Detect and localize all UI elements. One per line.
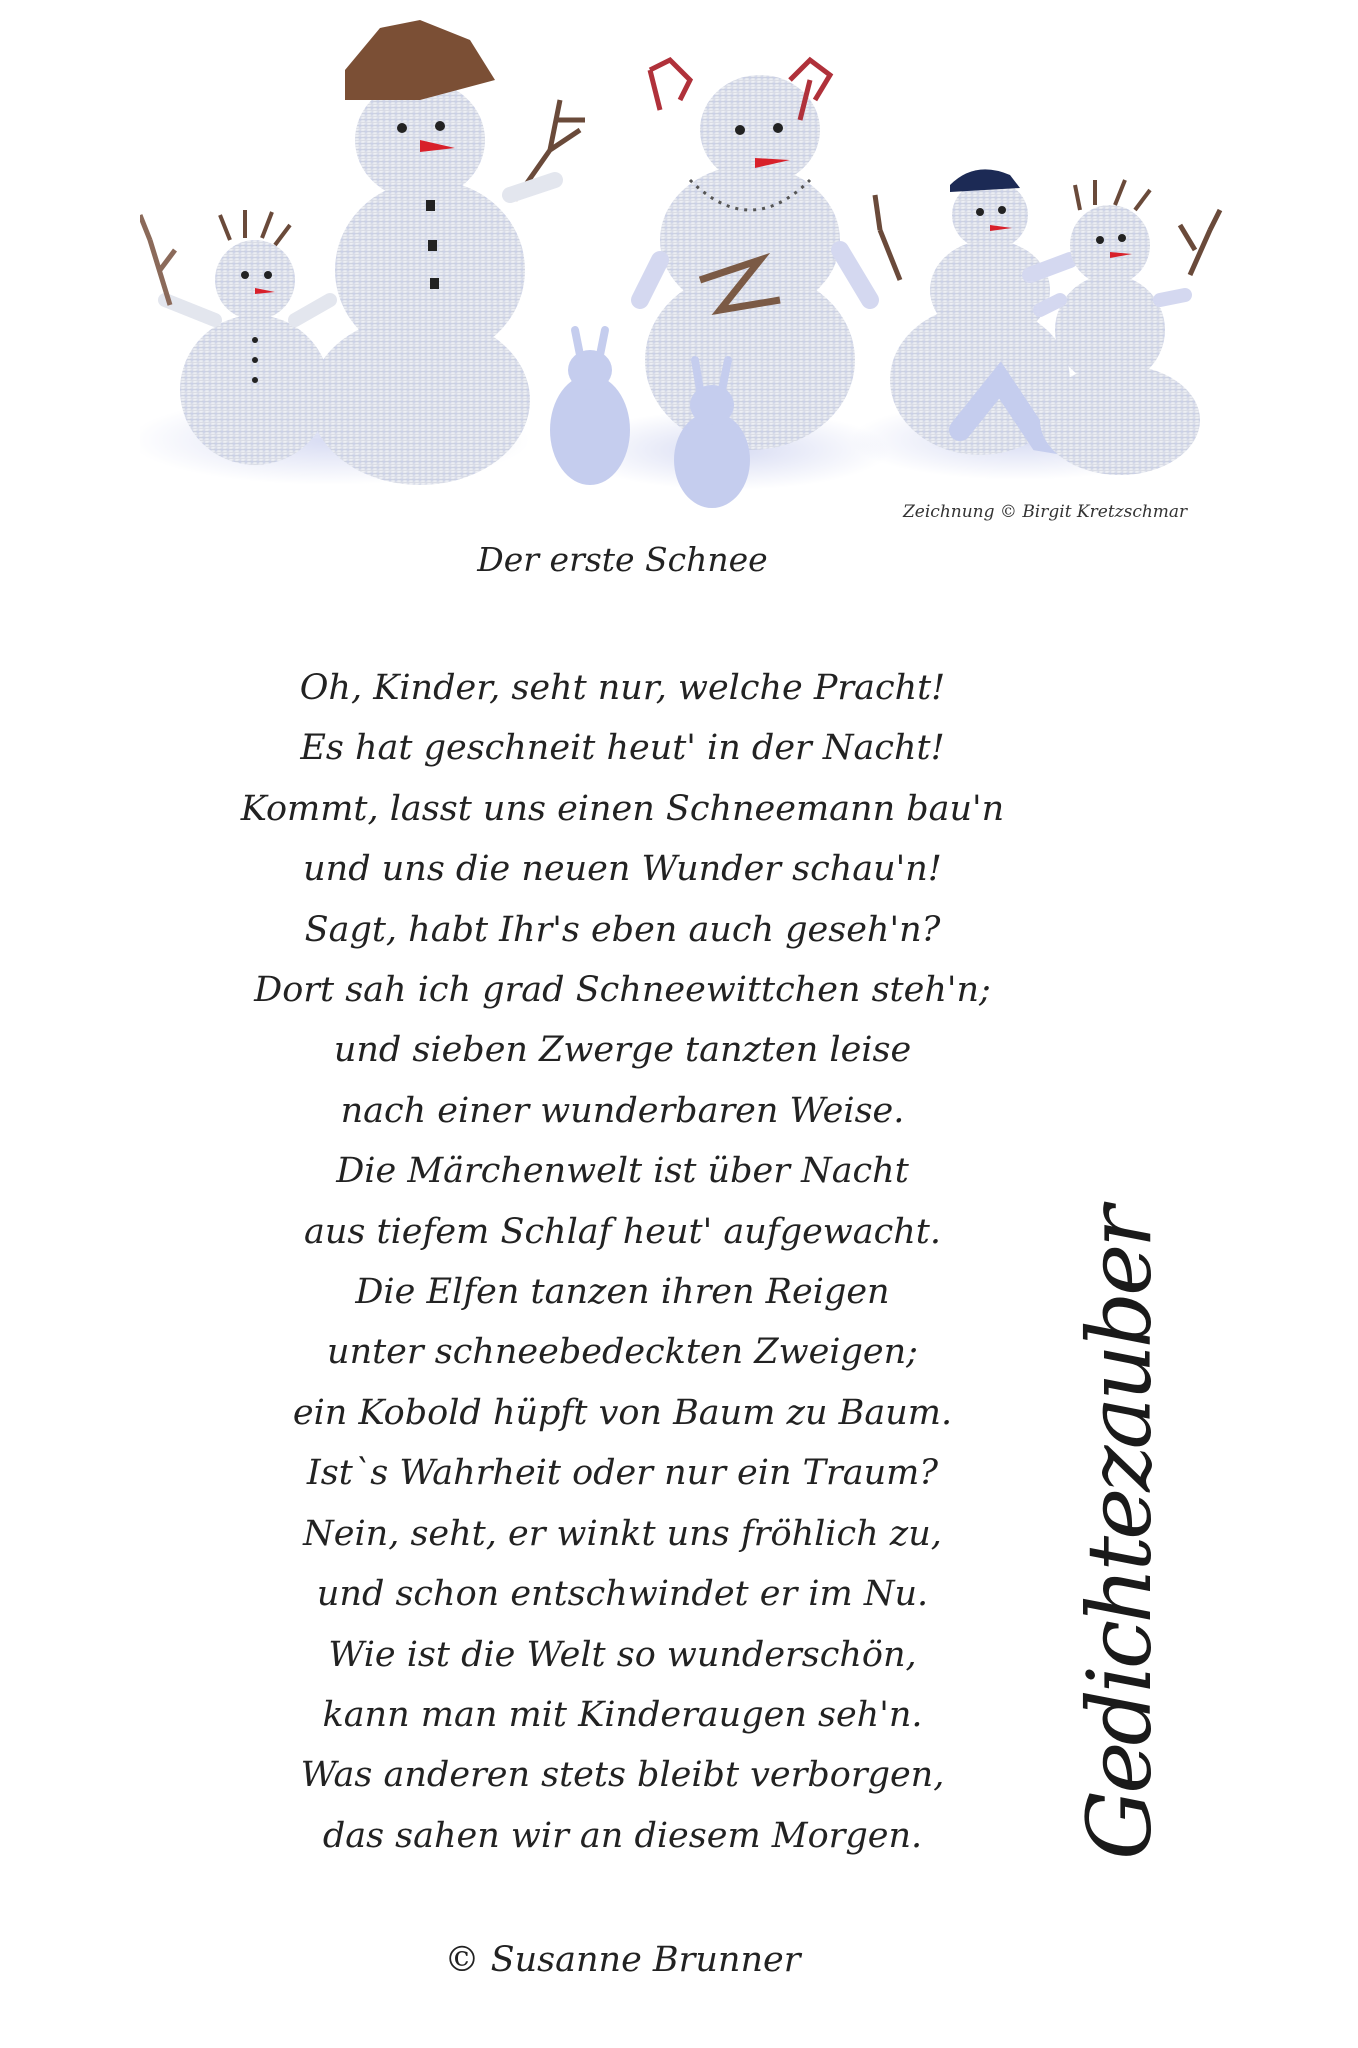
poem-line: Es hat geschneit heut' in der Nacht!	[300, 728, 945, 769]
handwritten-signature: Gedichtezauber	[1068, 1209, 1171, 1860]
poem-line: ein Kobold hüpft von Baum zu Baum.	[292, 1392, 953, 1433]
poem-line: und schon entschwindet er im Nu.	[316, 1574, 929, 1615]
author-copyright: © Susanne Brunner	[444, 1940, 801, 1980]
poem-body	[0, 658, 1245, 1866]
poem-title: Der erste Schnee	[477, 540, 768, 579]
poem-line: unter schneebedeckten Zweigen;	[327, 1332, 918, 1373]
poem-line: Oh, Kinder, seht nur, welche Pracht!	[299, 668, 946, 708]
poem-line: kann man mit Kinderaugen seh'n.	[322, 1694, 923, 1735]
poem-line: nach einer wunderbaren Weise.	[340, 1090, 905, 1131]
small-snowman-right	[1040, 180, 1220, 475]
poem-line: und uns die neuen Wunder schau'n!	[303, 849, 942, 890]
bunny-left	[550, 330, 630, 485]
snowman-family-illustration	[140, 10, 1230, 530]
poem-line: Sagt, habt Ihr's eben auch geseh'n?	[304, 909, 941, 950]
illustration-credit: Zeichnung © Birgit Kretzschmar	[903, 502, 1188, 522]
poem-line: Dort sah ich grad Schneewittchen steh'n;	[254, 970, 991, 1011]
big-snowman	[310, 20, 585, 485]
poem-line: und sieben Zwerge tanzten leise	[333, 1030, 912, 1071]
poem-line: Ist`s Wahrheit oder nur ein Traum?	[306, 1453, 939, 1494]
poem-line: Wie ist die Welt so wunderschön,	[328, 1634, 917, 1675]
poem-line: Was anderen stets bleibt verborgen,	[300, 1755, 945, 1796]
poem-line: Die Märchenwelt ist über Nacht	[336, 1151, 909, 1192]
poem-line: Die Elfen tanzen ihren Reigen	[355, 1272, 890, 1313]
poem-line: aus tiefem Schlaf heut' aufgewacht.	[304, 1211, 941, 1252]
poem-line: Nein, seht, er winkt uns fröhlich zu,	[303, 1513, 942, 1554]
poem-line: Kommt, lasst uns einen Schneemann bau'n	[240, 788, 1005, 829]
poem-line: das sahen wir an diesem Morgen.	[322, 1815, 923, 1856]
girl-snowman	[640, 60, 870, 450]
